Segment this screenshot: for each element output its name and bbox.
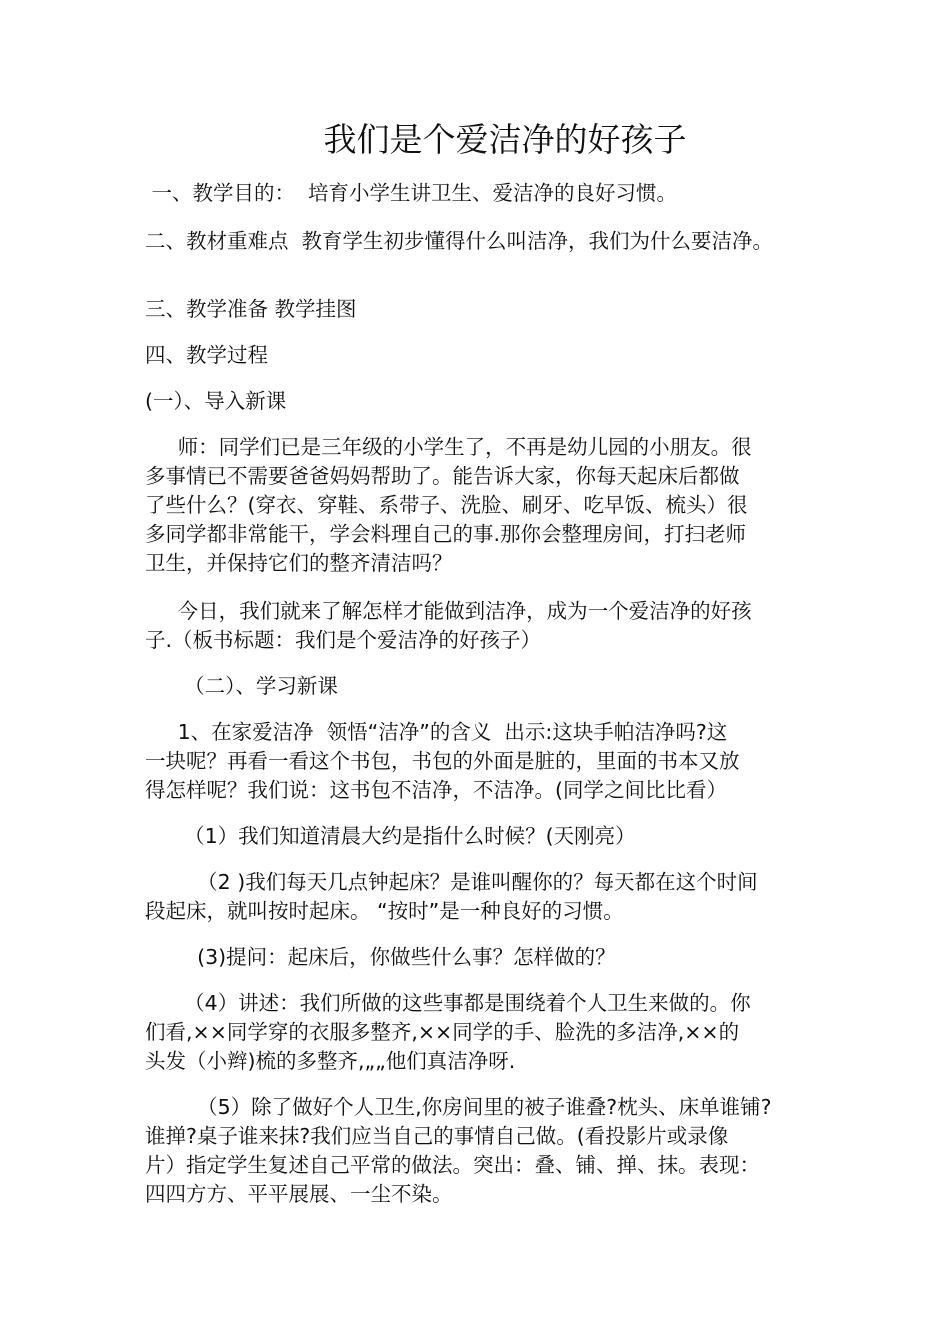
paragraph-line: 片）指定学生复述自己平常的做法。突出：叠、铺、掸、抹。表现： [145, 1153, 760, 1177]
paragraph-line: 谁掸?桌子谁来抹?我们应当自己的事情自己做。(看投影片或录像 [145, 1124, 729, 1148]
paragraph-line: 师：同学们已是三年级的小学生了，不再是幼儿园的小朋友。很 [145, 435, 752, 459]
paragraph-line: 1、在家爱洁净 领悟“洁净”的含义 出示:这块手帕洁净吗?这 [145, 720, 728, 744]
key-points-line: 二、教材重难点 教育学生初步懂得什么叫洁净，我们为什么要洁净。 [145, 229, 774, 253]
paragraph-line: 一块呢？再看一看这个书包，书包的外面是脏的，里面的书本又放 [145, 749, 740, 773]
paragraph-line: 多事情已不需要爸爸妈妈帮助了。能告诉大家，你每天起床后都做 [145, 464, 740, 488]
paragraph-line: 了些什么？(穿衣、穿鞋、系带子、洗脸、刷牙、吃早饭、梳头）很 [145, 493, 748, 517]
preparation-line: 三、教学准备 教学挂图 [145, 297, 357, 321]
paragraph-line: 卫生，并保持它们的整齐清洁吗？ [145, 551, 453, 575]
paragraph-line: 们看,××同学穿的衣服多整齐,××同学的手、脸洗的多洁净,××的 [145, 1020, 740, 1044]
paragraph-line: （2 )我们每天几点钟起床？是谁叫醒你的？每天都在这个时间 [145, 870, 758, 894]
question-line: （1）我们知道清晨大约是指什么时候？(天刚亮） [145, 824, 636, 848]
paragraph-line: 子.（板书标题：我们是个爱洁净的好孩子） [145, 628, 542, 652]
document-title: 我们是个爱洁净的好孩子 [323, 120, 687, 159]
new-lesson-heading: （二）、学习新课 [145, 674, 338, 698]
paragraph-line: （5）除了做好个人卫生,你房间里的被子谁叠?枕头、床单谁铺? [145, 1095, 772, 1119]
objective-line: 一、教学目的： 培育小学生讲卫生、爱洁净的良好习惯。 [145, 181, 678, 205]
paragraph-line: 今日，我们就来了解怎样才能做到洁净，成为一个爱洁净的好孩 [145, 599, 752, 623]
paragraph-line: 得怎样呢？我们说：这书包不洁净，不洁净。(同学之间比比看） [145, 778, 727, 802]
intro-heading: (一）、导入新课 [145, 389, 287, 413]
paragraph-line: 头发（小辫)梳的多整齐,„„他们真洁净呀. [145, 1049, 516, 1073]
question-line: (3)提问：起床后，你做些什么事？怎样做的？ [145, 945, 616, 969]
paragraph-line: 段起床，就叫按时起床。 “按时”是一种良好的习惯。 [145, 899, 624, 923]
process-heading: 四、教学过程 [145, 343, 268, 367]
paragraph-line: （4）讲述：我们所做的这些事都是围绕着个人卫生来做的。你 [145, 991, 751, 1015]
paragraph-line: 四四方方、平平展展、一尘不染。 [145, 1182, 453, 1206]
paragraph-line: 多同学都非常能干，学会料理自己的事.那你会整理房间，打扫老师 [145, 522, 747, 546]
